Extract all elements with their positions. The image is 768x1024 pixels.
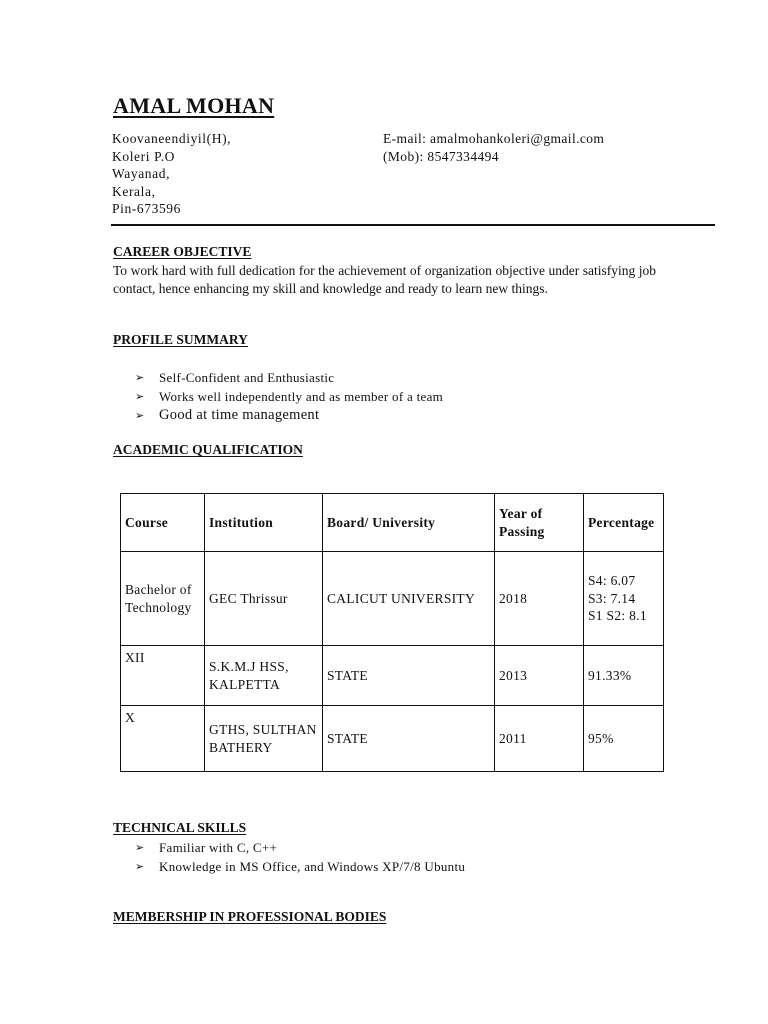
column-header: Course [121, 494, 205, 552]
course-cell: XII [121, 646, 205, 706]
address-line: Pin-673596 [112, 201, 182, 216]
candidate-name: AMAL MOHAN [113, 93, 275, 118]
list-item-text: Knowledge in MS Office, and Windows XP/7/8 Ubuntu [159, 859, 466, 874]
contact-block [383, 130, 604, 165]
list-item-text: Good at time management [159, 407, 320, 423]
arrow-bullet-icon: ➢ [135, 390, 145, 403]
percentage-line: S3: 7.14 [588, 590, 636, 606]
board-cell: STATE [323, 646, 495, 706]
table-row [121, 646, 664, 706]
list-item [135, 406, 443, 425]
mobile-text: (Mob): 8547334494 [383, 148, 499, 164]
percentage-cell: 91.33% [584, 646, 664, 706]
board-cell: STATE [323, 706, 495, 772]
list-item-text: Works well independently and as member of a team [159, 389, 444, 404]
column-header: Year of Passing [495, 494, 584, 552]
academic-qualification-heading: ACADEMIC QUALIFICATION [113, 442, 303, 457]
course-cell: X [121, 706, 205, 772]
percentage-cell: 95% [584, 706, 664, 772]
header-divider [111, 224, 715, 226]
year-cell: 2011 [495, 706, 584, 772]
arrow-bullet-icon: ➢ [135, 409, 145, 422]
list-item [135, 387, 443, 406]
academic-table [120, 493, 664, 772]
year-cell: 2013 [495, 646, 584, 706]
career-objective-heading: CAREER OBJECTIVE [113, 244, 252, 259]
column-header: Board/ University [323, 494, 495, 552]
email-text: E-mail: amalmohankoleri@gmail.com [383, 131, 605, 146]
list-item-text: Familiar with C, C++ [159, 840, 278, 855]
year-cell: 2018 [495, 552, 584, 646]
list-item-text: Self-Confident and Enthusiastic [159, 370, 335, 385]
institution-cell: GTHS, SULTHAN BATHERY [205, 706, 323, 772]
list-item [135, 857, 465, 876]
column-header: Institution [205, 494, 323, 552]
address-line: Kerala, [112, 183, 156, 199]
percentage-cell [584, 552, 664, 646]
percentage-line: S4: 6.07 [588, 573, 636, 589]
career-objective-text: To work hard with full dedication for the achievement of organization objective under satisfying job contact, hence enhancing my skill and knowledge and ready to learn new things. [113, 263, 656, 296]
profile-summary-heading: PROFILE SUMMARY [113, 332, 248, 347]
technical-skills-list [135, 838, 465, 876]
profile-summary-list [135, 368, 443, 425]
percentage-line: S1 S2: 8.1 [588, 608, 647, 624]
membership-heading: MEMBERSHIP IN PROFESSIONAL BODIES [113, 909, 387, 924]
institution-cell: S.K.M.J HSS, KALPETTA [205, 646, 323, 706]
institution-cell: GEC Thrissur [205, 552, 323, 646]
arrow-bullet-icon: ➢ [135, 841, 145, 854]
list-item [135, 368, 443, 387]
address-line: Koleri P.O [112, 148, 175, 164]
address-block [112, 130, 231, 218]
technical-skills-heading: TECHNICAL SKILLS [113, 820, 247, 835]
address-line: Koovaneendiyil(H), [112, 131, 232, 146]
arrow-bullet-icon: ➢ [135, 860, 145, 873]
arrow-bullet-icon: ➢ [135, 371, 145, 384]
column-header: Percentage [584, 494, 664, 552]
board-cell: CALICUT UNIVERSITY [323, 552, 495, 646]
address-line: Wayanad, [112, 166, 171, 181]
table-row [121, 552, 664, 646]
course-cell: Bachelor of Technology [121, 552, 205, 646]
table-row [121, 706, 664, 772]
list-item [135, 838, 465, 857]
table-header-row [121, 494, 664, 552]
